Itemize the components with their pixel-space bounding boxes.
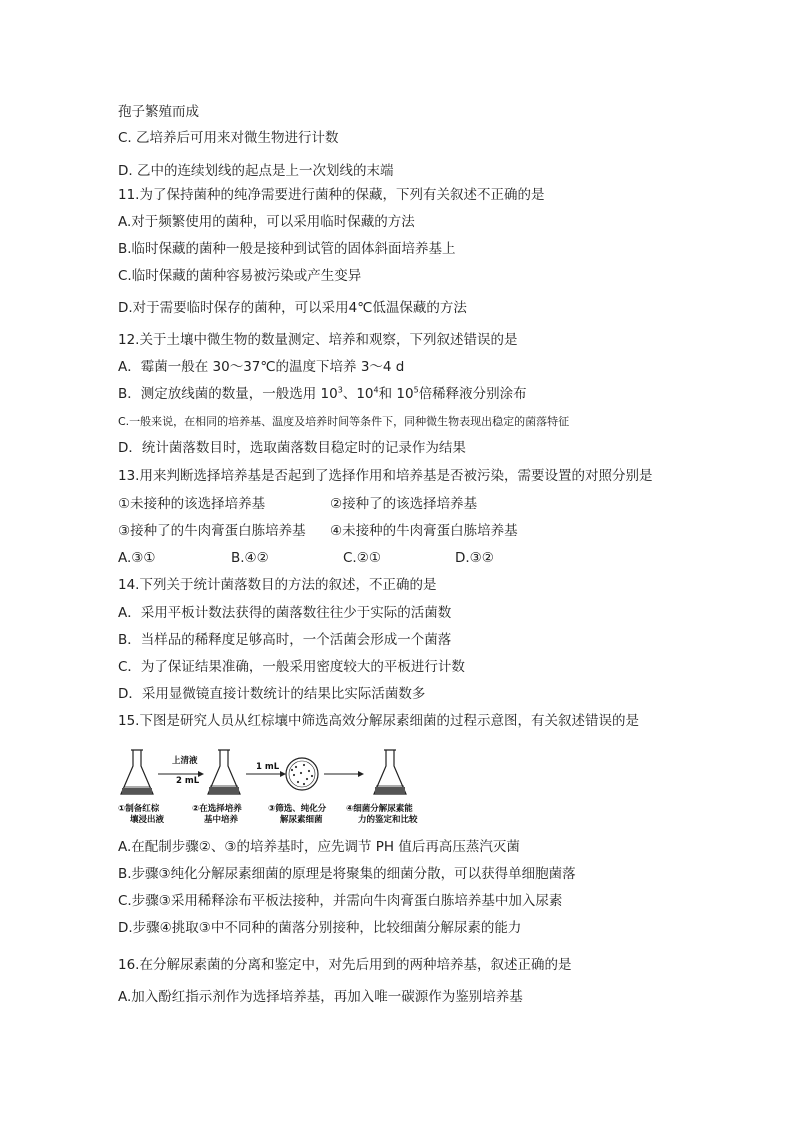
- q15-option-b: B.步骤③纯化分解尿素细菌的原理是将聚集的细菌分散，可以获得单细胞菌落: [118, 866, 576, 882]
- arrow-1-bottom-label: 2 mL: [176, 776, 200, 786]
- question-11: 11.为了保持菌种的纯净需要进行菌种的保藏，下列有关叙述不正确的是: [118, 187, 545, 203]
- q13-item-2: ②接种了的该选择培养基: [330, 496, 478, 512]
- step-3-label-line-1: ③筛选、纯化分: [268, 804, 327, 814]
- q13-option-d: D.③②: [455, 550, 494, 566]
- q13-item-3: ③接种了的牛肉膏蛋白胨培养基: [118, 523, 306, 539]
- exponent: 4: [373, 385, 379, 395]
- flask-4-icon: [374, 750, 406, 794]
- step-1-label-line-2: 壤浸出液: [130, 815, 165, 825]
- q11-option-d: D.对于需要临时保存的菌种，可以采用4℃低温保藏的方法: [118, 300, 467, 316]
- arrow-3-icon: [324, 771, 364, 777]
- step-4-label-line-1: ④细菌分解尿素能: [346, 804, 413, 814]
- question-15: 15.下图是研究人员从红棕壤中筛选高效分解尿素细菌的过程示意图，有关叙述错误的是: [118, 713, 639, 729]
- q14-option-d: D．采用显微镜直接计数统计的结果比实际活菌数多: [118, 686, 426, 702]
- option-c: C. 乙培养后可用来对微生物进行计数: [118, 130, 339, 146]
- flask-2-icon: [208, 750, 240, 794]
- arrow-2-top-label: 1 mL: [256, 762, 280, 772]
- q11-option-a: A.对于频繁使用的菌种，可以采用临时保藏的方法: [118, 214, 415, 230]
- text-line: 孢子繁殖而成: [118, 104, 199, 120]
- step-2-label-line-2: 基中培养: [204, 815, 239, 825]
- step-1-label-line-1: ①制备红棕: [118, 804, 160, 814]
- q12-option-b: [118, 385, 527, 403]
- step-4-label-line-2: 力的鉴定和比较: [358, 815, 418, 825]
- q12b-text-2: 、10: [342, 386, 374, 402]
- q13-option-b: B.④②: [231, 550, 269, 566]
- option-d: D. 乙中的连续划线的起点是上一次划线的末端: [118, 163, 394, 179]
- q12b-text-4: 倍稀释液分别涂布: [418, 386, 527, 402]
- q12b-text-1: B．测定放线菌的数量，一般选用 10: [118, 386, 338, 402]
- q15-option-d: D.步骤④挑取③中不同种的菌落分别接种，比较细菌分解尿素的能力: [118, 920, 522, 936]
- q16-option-a: A.加入酚红指示剂作为选择培养基，再加入唯一碳源作为鉴别培养基: [118, 989, 523, 1005]
- q12-option-a: A．霉菌一般在 30～37℃的温度下培养 3～4 d: [118, 359, 405, 375]
- question-14: 14.下列关于统计菌落数目的方法的叙述，不正确的是: [118, 577, 437, 593]
- q15-option-c: C.步骤③采用稀释涂布平板法接种，并需向牛肉膏蛋白胨培养基中加入尿素: [118, 893, 563, 909]
- q15-option-a: A.在配制步骤②、③的培养基时，应先调节 PH 值后再高压蒸汽灭菌: [118, 839, 520, 855]
- q11-option-c: C.临时保藏的菌种容易被污染或产生变异: [118, 268, 362, 284]
- arrow-1-top-label: 上清液: [172, 756, 198, 766]
- flask-1-icon: [121, 750, 153, 794]
- q12-option-c: C.一般来说，在相同的培养基、温度及培养时间等条件下，同种微生物表现出稳定的菌落特征: [118, 415, 570, 428]
- question-16: 16.在分解尿素菌的分离和鉴定中，对先后用到的两种培养基，叙述正确的是: [118, 957, 572, 973]
- q14-option-a: A．采用平板计数法获得的菌落数往往少于实际的活菌数: [118, 605, 452, 621]
- q12b-text-3: 和 10: [378, 386, 414, 402]
- exponent: 5: [413, 385, 419, 395]
- petri-dish-icon: [286, 758, 318, 790]
- process-diagram: [118, 742, 438, 832]
- step-2-label-line-1: ②在选择培养: [192, 804, 242, 814]
- q13-item-1: ①未接种的该选择培养基: [118, 496, 266, 512]
- q14-option-b: B．当样品的稀释度足够高时，一个活菌会形成一个菌落: [118, 632, 452, 648]
- q13-option-c: C.②①: [343, 550, 381, 566]
- question-13: 13.用来判断选择培养基是否起到了选择作用和培养基是否被污染，需要设置的对照分别是: [118, 468, 653, 484]
- question-12: 12.关于土壤中微生物的数量测定、培养和观察，下列叙述错误的是: [118, 332, 518, 348]
- q13-option-a: A.③①: [118, 550, 156, 566]
- q14-option-c: C．为了保证结果准确，一般采用密度较大的平板进行计数: [118, 659, 465, 675]
- q13-item-4: ④未接种的牛肉膏蛋白胨培养基: [330, 523, 518, 539]
- q11-option-b: B.临时保藏的菌种一般是接种到试管的固体斜面培养基上: [118, 241, 456, 257]
- q12-option-d: D．统计菌落数目时，选取菌落数目稳定时的记录作为结果: [118, 440, 466, 456]
- step-3-label-line-2: 解尿素细菌: [280, 815, 323, 825]
- exponent: 3: [337, 385, 343, 395]
